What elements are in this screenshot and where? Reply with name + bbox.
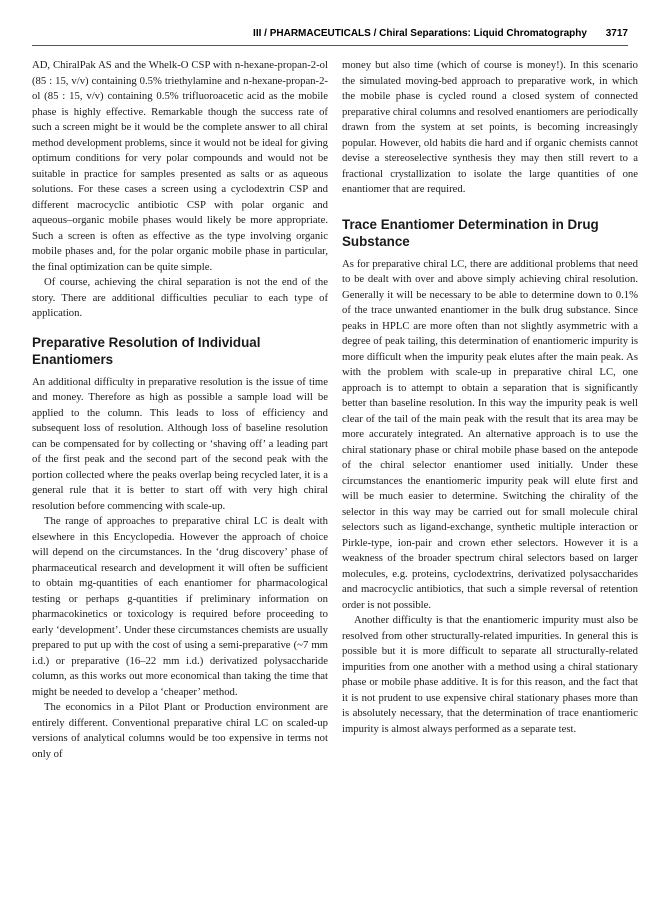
running-header [32, 28, 628, 42]
page-number: 3717 [605, 28, 628, 39]
paragraph: As for preparative chiral LC, there are additional problems that need to be dealt with over and above simply achieving chiral resolution. Generally it will be necessary to be able to determine down to 0.1% of the trace unwanted enantiomer in the bulk drug substance. Since peaks in HPLC are more often than not slightly asymmetric with a degree of peak tailing, this determination of enantiomeric impurity is more difficult when the impurity peak elutes after the main peak. As with the problem with scale-up in preparative chiral LC, one approach is to attempt to obtain a separation that is significantly better than baseline resolution. In this way the impurity peak is well clear of the tail of the main peak with the result that its area may be more accurately integrated. An alternative approach is to use the chiral stationary phase or chiral mobile phase based on the antepode of the chiral selector enantiomer used initially. Under these circumstances the enantiomeric impurity peak will elute first and will be much easier to determine. Switching the chirality of the selector in this way may be carried out for small molecule chiral selectors such as ligand-exchange, synthetic multiple interaction or Pirkle-type, ion-pair and crown ether selectors. However it is a weakness of the broader spectrum chiral selectors based on larger molecules, e.g. proteins, cyclodextrins, derivatized polysaccharides and macrocyclic antibiotics, that such a simple reversal of retention order is not possible. [342, 257, 638, 611]
paragraph: The economics in a Pilot Plant or Production environment are entirely different. Conventional preparative chiral LC on scaled-up versions of analytical columns would be too expensive in terms not only of [32, 701, 328, 760]
paragraph: An additional difficulty in preparative resolution is the issue of time and money. Therefore as high as possible a sample load will be applied to the column. This leads to loss of efficiency and subsequent loss of resolution. Although loss of baseline resolution can be compensated for by collecting or ‘shaving off’ a leading part of the first peak and the second part of the second peak with the portion collected where the peaks overlap being recycled later, it is a general rule that it is better to start off with very high chiral resolution before commencing with scale-up. [32, 375, 328, 512]
paragraph: Of course, achieving the chiral separation is not the end of the story. There are additional difficulties peculiar to each type of application. [32, 276, 328, 319]
right-column [342, 58, 638, 737]
section-heading: Preparative Resolution of Individual Enantiomers [32, 334, 261, 367]
paragraph: Another difficulty is that the enantiomeric impurity must also be resolved from other structurally-related impurities. In general this is possible but it is more difficult to separate all structurally-related impurities from one another with a method using a chiral stationary phase or mobile phase additive. It is for this reason, and the fact that it is not prudent to use expensive chiral stationary phases more than is absolutely necessary, that the determination of trace enantiomeric impurity is almost always performed as a separate test. [342, 614, 638, 735]
running-head-section: III / PHARMACEUTICALS / Chiral Separations: Liquid Chromatography [253, 28, 587, 39]
paragraph: AD, ChiralPak AS and the Whelk-O CSP with n-hexane-propan-2-ol (85 : 15, v/v) containing 0.5% triethylamine and n-hexane-propan-2-ol (85 : 15, v/v) containing 0.5% trifluoroacetic acid as the mobile phase is highly effective. Remarkable though the success rate of such a screen might be it would be the complete answer to all chiral method development problems, since it would not be ideal for giving optimum conditions for very polar compounds and would not be suitable in practice for samples presented as salts or as aqueous solutions. For these cases a screen using a cyclodextrin CSP and different macrocyclic antibiotic CSP with polar organic and aqueous–organic mobile phases would likely be more appropriate. Such a screen is often as effective as the type involving organic mobile phases and, for the polar organic mobile phase in particular, the final optimization can be quite simple. [32, 59, 328, 273]
paragraph: money but also time (which of course is money!). In this scenario the simulated moving-bed approach to preparative work, in which the mobile phase is cycled round a closed system of connected preparative chiral columns and resolved enantiomers are periodically drawn from the system at set points, is becoming increasingly popular. However, old habits die hard and if organic chemists cannot devise a stereoselective synthesis they may then still revert to a fractional crystallization to isolate the large quantities of one enantiomer that are required. [342, 59, 638, 195]
paragraph: The range of approaches to preparative chiral LC is dealt with elsewhere in this Encyclopedia. However the approach of choice will depend on the circumstances. In the ‘drug discovery’ phase of pharmaceutical research and development it will often be sufficient to obtain mg-quantities of each enantiomer for pharmacological testing or perhaps g-quantities if preliminary information on pharmacokinetics or toxicology is required before proceeding to early ‘development’. Under these circumstances chemists are usually prepared to put up with the cost of using a semi-preparative (~7 mm i.d.) or preparative (16–22 mm i.d.) derivatized polysaccharide column, as this works out more economical than taking the time that might be needed to develop a ‘cheaper’ method. [32, 515, 328, 698]
header-rule [32, 45, 628, 46]
left-column [32, 58, 328, 762]
section-heading: Trace Enantiomer Determination in Drug Substance [342, 216, 599, 249]
